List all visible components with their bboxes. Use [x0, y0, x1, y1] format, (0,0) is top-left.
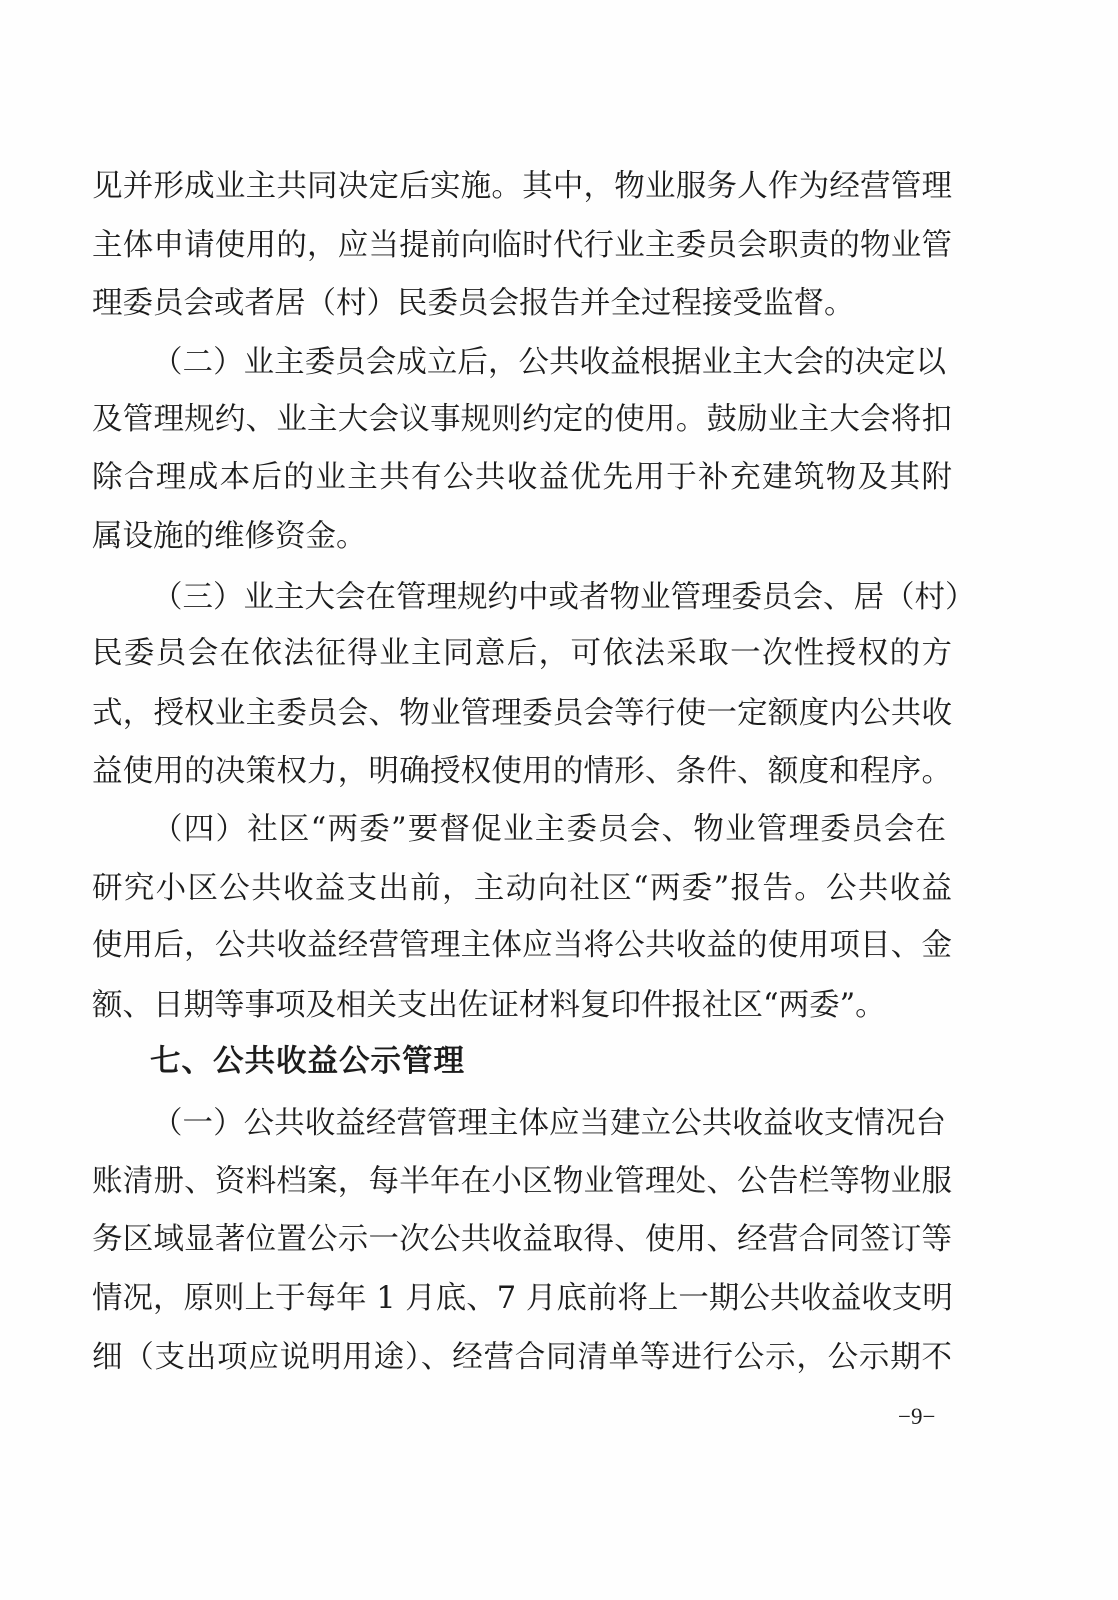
body-line: 研究小区公共收益支出前，主动向社区“两委”报告。公共收益	[92, 871, 952, 906]
paragraph-first-line: （四）社区“两委”要督促业主委员会、物业管理委员会在	[152, 812, 946, 847]
page-number: −9−	[898, 1404, 936, 1429]
body-line: 见并形成业主共同决定后实施。其中，物业服务人作为经营管理	[92, 169, 952, 204]
paragraph-first-line: （一）公共收益经营管理主体应当建立公共收益收支情况台	[152, 1106, 946, 1141]
body-line: 理委员会或者居（村）民委员会报告并全过程接受监督。	[92, 286, 855, 321]
body-line: 属设施的维修资金。	[92, 519, 367, 554]
body-line: 式，授权业主委员会、物业管理委员会等行使一定额度内公共收	[92, 696, 952, 731]
body-line: 情况，原则上于每年 1 月底、7 月底前将上一期公共收益收支明	[92, 1281, 953, 1316]
paragraph-first-line: （三）业主大会在管理规约中或者物业管理委员会、居（村）	[152, 580, 976, 615]
body-line: 及管理规约、业主大会议事规则约定的使用。鼓励业主大会将扣	[92, 402, 952, 437]
body-line: 额、日期等事项及相关支出佐证材料复印件报社区“两委”。	[92, 988, 886, 1023]
body-line: 益使用的决策权力，明确授权使用的情形、条件、额度和程序。	[92, 754, 952, 789]
body-line: 除合理成本后的业主共有公共收益优先用于补充建筑物及其附	[92, 460, 952, 495]
body-line: 使用后，公共收益经营管理主体应当将公共收益的使用项目、金	[92, 928, 952, 963]
body-line: 账清册、资料档案，每半年在小区物业管理处、公告栏等物业服	[92, 1164, 952, 1199]
body-line: 民委员会在依法征得业主同意后，可依法采取一次性授权的方	[92, 636, 952, 671]
section-heading: 七、公共收益公示管理	[150, 1044, 465, 1079]
paragraph-first-line: （二）业主委员会成立后，公共收益根据业主大会的决定以	[152, 345, 946, 380]
body-line: 细（支出项应说明用途）、经营合同清单等进行公示，公示期不	[92, 1340, 952, 1375]
body-line: 主体申请使用的，应当提前向临时代行业主委员会职责的物业管	[92, 228, 952, 263]
body-line: 务区域显著位置公示一次公共收益取得、使用、经营合同签订等	[92, 1222, 952, 1257]
